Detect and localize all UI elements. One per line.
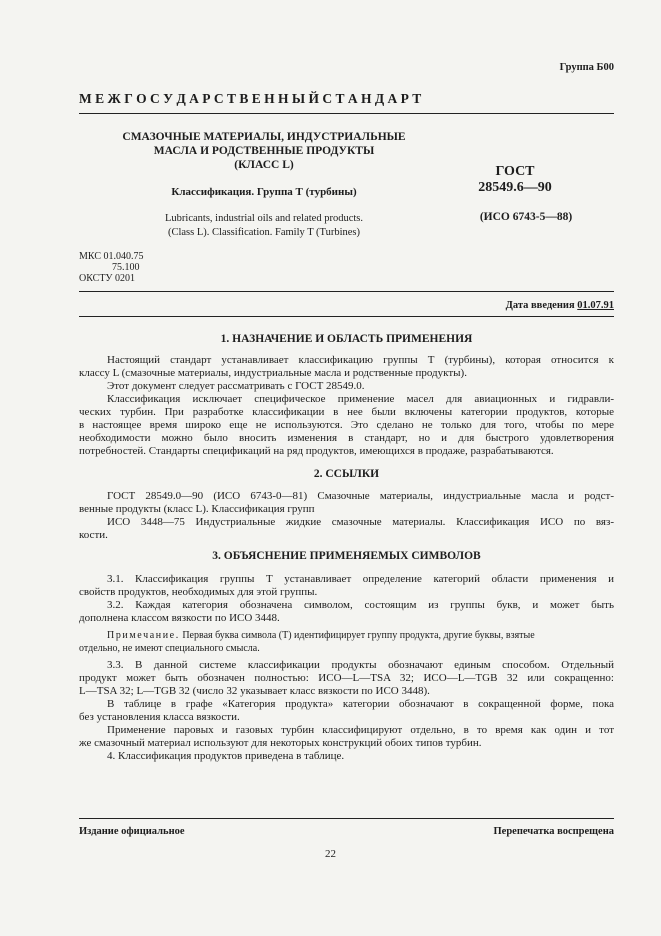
- page-number: 22: [325, 848, 336, 860]
- document-title: [79, 130, 449, 172]
- note-text: Первая буква символа (Т) идентифицирует группу продукта, другие буквы, взятые: [179, 630, 535, 641]
- english-title: [79, 212, 449, 240]
- text-line: Настоящий стандарт устанавливает классификацию группы Т (турбины), которая относится к: [107, 354, 614, 366]
- document-subtitle: Классификация. Группа Т (турбины): [171, 186, 357, 198]
- english-title-line: (Class L). Classification. Family T (Turbines): [167, 227, 360, 238]
- divider-rule: [79, 316, 614, 317]
- text-line: Этот документ следует рассматривать с ГОСТ 28549.0.: [107, 380, 365, 392]
- section-heading: 3. ОБЪЯСНЕНИЕ ПРИМЕНЯЕМЫХ СИМВОЛОВ: [212, 550, 481, 562]
- date-value: 01.07.91: [577, 300, 614, 311]
- text-line: дополнена классом вязкости по ИСО 3448.: [79, 612, 280, 624]
- text-line: 3.1. Классификация группы Т устанавливает определение категорий области применения и: [107, 573, 614, 585]
- effective-date: [506, 300, 614, 311]
- text-line: ГОСТ 28549.0—90 (ИСО 6743-0—81) Смазочные материалы, индустриальные масла и родст-: [107, 490, 614, 502]
- text-line: L—TSA 32; L—TGB 32 (число 32 указывает класс вязкости по ИСО 3448).: [79, 685, 430, 697]
- text-line: 3.3. В данной системе классификации продукты обозначают единым способом. Отдельный: [107, 659, 614, 671]
- mks-code: 75.100: [112, 262, 140, 273]
- text-line: кости.: [79, 529, 108, 541]
- text-line: классу L (смазочные материалы, индустриальные масла и родственные продукты).: [79, 367, 467, 379]
- gost-designation: [465, 164, 565, 196]
- footer-rule: [79, 818, 614, 819]
- section-heading: 2. ССЫЛКИ: [313, 468, 380, 480]
- text-line: в настоящее время широко еще не используются. Это сделано не только для того, чтобы по мере: [79, 419, 614, 431]
- section-3-body: [79, 573, 614, 763]
- classification-codes: [79, 251, 143, 284]
- title-line: МАСЛА И РОДСТВЕННЫЕ ПРОДУКТЫ: [153, 145, 375, 157]
- text-line: ческих турбин. При разработке классификации в нее были включены категории продуктов, которые: [79, 406, 614, 418]
- title-line: (КЛАСС L): [234, 159, 294, 171]
- group-label: Группа Б00: [559, 62, 614, 73]
- standard-header: [79, 91, 614, 107]
- note-label: Примечание.: [107, 630, 180, 641]
- section-1-body: [79, 354, 614, 458]
- text-line: Применение паровых и газовых турбин классифицируют отдельно, в то время как один и тот: [107, 724, 614, 736]
- text-line: Классификация исключает специфическое применение масел для авиационных и гидравли-: [107, 393, 614, 405]
- text-line: ИСО 3448—75 Индустриальные жидкие смазочные материалы. Классификация ИСО по вяз-: [107, 516, 614, 528]
- text-line: необходимости можно было вносить изменения в стандарт, но и для быстрого удовлетворения: [79, 432, 614, 444]
- title-line: СМАЗОЧНЫЕ МАТЕРИАЛЫ, ИНДУСТРИАЛЬНЫЕ: [122, 131, 406, 143]
- english-title-line: Lubricants, industrial oils and related products.: [165, 213, 363, 224]
- gost-number: 28549.6—90: [478, 180, 552, 195]
- text-line: В таблице в графе «Категория продукта» категории обозначают в сокращенной форме, пока: [107, 698, 614, 710]
- header-rule: [79, 113, 614, 114]
- text-line: свойств продуктов, необходимых для этой группы.: [79, 586, 318, 598]
- text-line: венные продукты (класс L). Классификация групп: [79, 503, 315, 515]
- note-line: [79, 629, 614, 642]
- section-heading: 1. НАЗНАЧЕНИЕ И ОБЛАСТЬ ПРИМЕНЕНИЯ: [220, 333, 473, 345]
- text-line: 3.2. Каждая категория обозначена символом, состоящим из группы букв, и может быть: [107, 599, 614, 611]
- iso-reference: (ИСО 6743-5—88): [479, 211, 573, 223]
- okstu-code: ОКСТУ 0201: [79, 273, 136, 284]
- standard-header-text: М Е Ж Г О С У Д А Р С Т В Е Н Н Ы Й С Т А Н Д А Р Т: [79, 91, 422, 106]
- text-line: 4. Классификация продуктов приведена в таблице.: [107, 750, 345, 762]
- date-label: Дата введения: [505, 300, 575, 311]
- mks-code: МКС 01.040.75: [79, 251, 144, 262]
- footer-official-edition: Издание официальное: [79, 826, 185, 837]
- footer-reprint-notice: Перепечатка воспрещена: [493, 826, 614, 837]
- text-line: без установления класса вязкости.: [79, 711, 240, 723]
- note-line: отдельно, не имеют специального смысла.: [79, 643, 260, 654]
- text-line: потребностей. Стандарты спецификаций на ряд продуктов, имеющихся в продаже, разрабатываются.: [79, 445, 554, 457]
- divider-rule: [79, 291, 614, 292]
- gost-label: ГОСТ: [495, 164, 535, 179]
- text-line: же смазочный материал используют для некоторых конструкций обоих типов турбин.: [79, 737, 482, 749]
- section-2-body: [79, 490, 614, 542]
- text-line: продукт может быть обозначен полностью: ИСО—L—TSA 32; ИСО—L—TGB 32 или сокращенно:: [79, 672, 614, 684]
